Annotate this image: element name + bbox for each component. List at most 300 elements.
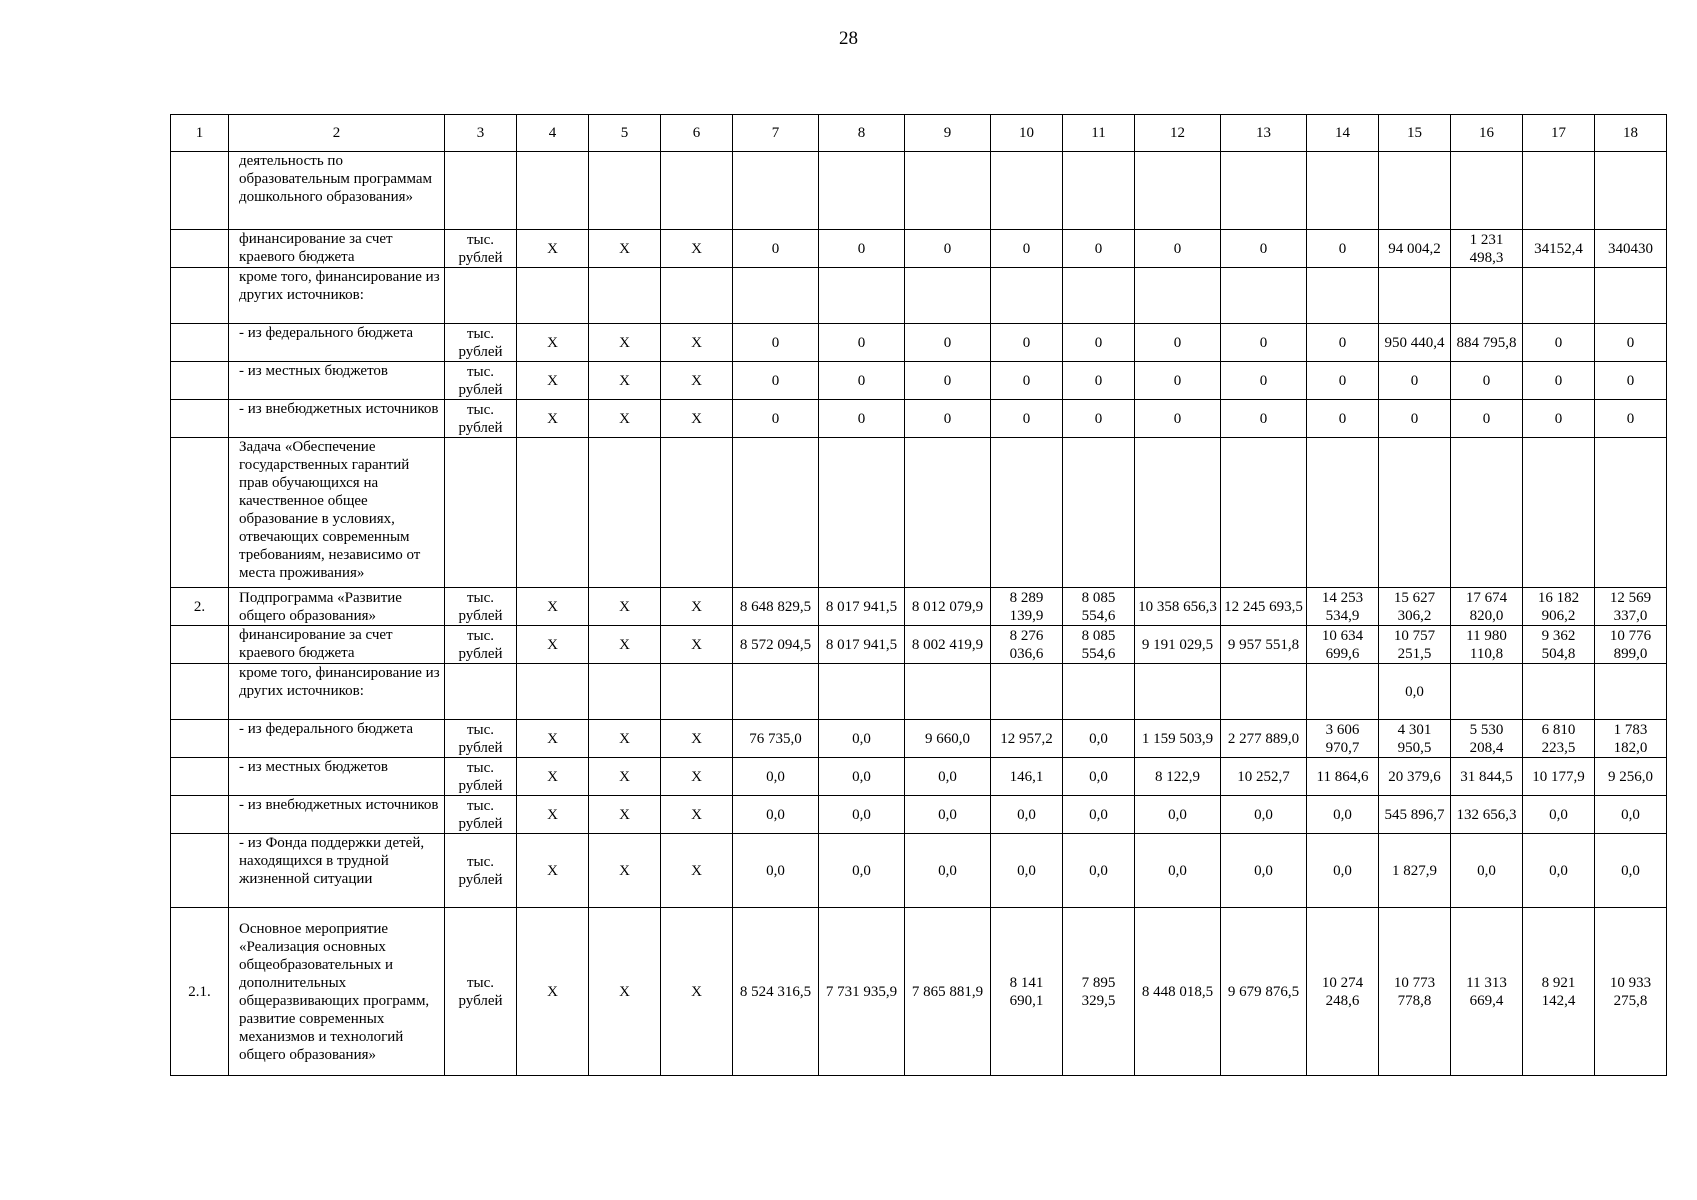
value-cell: 10 274 248,6	[1307, 908, 1379, 1076]
value-cell	[1307, 664, 1379, 720]
value-cell	[517, 152, 589, 230]
table-row	[171, 324, 1667, 362]
value-cell: 0,0	[819, 834, 905, 908]
value-cell: 545 896,7	[1379, 796, 1451, 834]
value-cell: 7 895 329,5	[1063, 908, 1135, 1076]
unit-cell: тыс. рублей	[445, 324, 517, 362]
value-cell: 9 679 876,5	[1221, 908, 1307, 1076]
row-number-cell	[171, 230, 229, 268]
column-header: 6	[661, 115, 733, 152]
value-cell: 8 017 941,5	[819, 626, 905, 664]
value-cell: 0,0	[733, 834, 819, 908]
value-cell	[1221, 438, 1307, 588]
value-cell: 34152,4	[1523, 230, 1595, 268]
value-cell: 0	[1135, 362, 1221, 400]
value-cell: 10 773 778,8	[1379, 908, 1451, 1076]
value-cell	[1523, 438, 1595, 588]
row-number-cell	[171, 834, 229, 908]
value-cell	[1221, 152, 1307, 230]
value-cell	[1451, 268, 1523, 324]
column-header: 8	[819, 115, 905, 152]
value-cell	[733, 664, 819, 720]
table-row	[171, 796, 1667, 834]
value-cell: 12 245 693,5	[1221, 588, 1307, 626]
row-number-cell	[171, 796, 229, 834]
value-cell	[517, 438, 589, 588]
value-cell	[1595, 268, 1667, 324]
unit-cell: тыс. рублей	[445, 588, 517, 626]
value-cell	[1307, 438, 1379, 588]
unit-cell: тыс. рублей	[445, 758, 517, 796]
row-label-cell: - из Фонда поддержки детей, находящихся в трудной жизненной ситуации	[229, 834, 445, 908]
value-cell	[991, 664, 1063, 720]
value-cell	[733, 438, 819, 588]
value-cell: 0	[1063, 230, 1135, 268]
value-cell	[819, 664, 905, 720]
value-cell: X	[589, 834, 661, 908]
value-cell: 5 530 208,4	[1451, 720, 1523, 758]
column-header: 10	[991, 115, 1063, 152]
value-cell: 0,0	[1221, 834, 1307, 908]
value-cell: 0,0	[991, 796, 1063, 834]
value-cell: 10 776 899,0	[1595, 626, 1667, 664]
value-cell: 2 277 889,0	[1221, 720, 1307, 758]
column-header: 4	[517, 115, 589, 152]
unit-cell: тыс. рублей	[445, 796, 517, 834]
value-cell: 12 957,2	[991, 720, 1063, 758]
row-label-cell: - из федерального бюджета	[229, 324, 445, 362]
value-cell: X	[589, 230, 661, 268]
row-label-cell: кроме того, финансирование из других источников:	[229, 268, 445, 324]
value-cell: 8 448 018,5	[1135, 908, 1221, 1076]
row-number-cell	[171, 268, 229, 324]
value-cell: 0	[1451, 362, 1523, 400]
value-cell	[661, 152, 733, 230]
value-cell: 0	[905, 362, 991, 400]
value-cell	[1221, 268, 1307, 324]
row-number-cell	[171, 400, 229, 438]
value-cell	[1595, 152, 1667, 230]
unit-cell: тыс. рублей	[445, 400, 517, 438]
value-cell: 8 276 036,6	[991, 626, 1063, 664]
column-header: 9	[905, 115, 991, 152]
value-cell: 0,0	[905, 796, 991, 834]
value-cell: 31 844,5	[1451, 758, 1523, 796]
value-cell: X	[589, 324, 661, 362]
table-row	[171, 362, 1667, 400]
column-header: 2	[229, 115, 445, 152]
value-cell: 76 735,0	[733, 720, 819, 758]
value-cell: 8 085 554,6	[1063, 588, 1135, 626]
value-cell: 0	[1307, 324, 1379, 362]
value-cell	[1523, 268, 1595, 324]
row-label-cell: Подпрограмма «Развитие общего образования»	[229, 588, 445, 626]
value-cell	[819, 268, 905, 324]
value-cell	[661, 664, 733, 720]
value-cell	[905, 152, 991, 230]
value-cell: 0	[1595, 400, 1667, 438]
value-cell: 0,0	[991, 834, 1063, 908]
value-cell: 950 440,4	[1379, 324, 1451, 362]
value-cell	[1063, 268, 1135, 324]
value-cell	[1523, 664, 1595, 720]
column-header: 15	[1379, 115, 1451, 152]
value-cell	[1451, 438, 1523, 588]
row-number-cell: 2.	[171, 588, 229, 626]
unit-cell: тыс. рублей	[445, 626, 517, 664]
value-cell: X	[517, 834, 589, 908]
value-cell: 0	[733, 324, 819, 362]
row-label-cell: - из внебюджетных источников	[229, 796, 445, 834]
value-cell	[1523, 152, 1595, 230]
table-row	[171, 626, 1667, 664]
value-cell	[589, 664, 661, 720]
value-cell: 0	[1451, 400, 1523, 438]
value-cell: X	[517, 720, 589, 758]
value-cell	[1063, 438, 1135, 588]
unit-cell: тыс. рублей	[445, 362, 517, 400]
value-cell: 0,0	[819, 796, 905, 834]
row-number-cell: 2.1.	[171, 908, 229, 1076]
value-cell: 9 362 504,8	[1523, 626, 1595, 664]
column-number-row	[171, 115, 1667, 152]
value-cell: 0	[1221, 400, 1307, 438]
table-row	[171, 268, 1667, 324]
value-cell: 8 572 094,5	[733, 626, 819, 664]
value-cell: 0,0	[1379, 664, 1451, 720]
value-cell: X	[589, 720, 661, 758]
value-cell: 0	[819, 362, 905, 400]
value-cell: 0	[991, 324, 1063, 362]
value-cell: X	[517, 626, 589, 664]
row-number-cell	[171, 362, 229, 400]
value-cell: 0	[819, 230, 905, 268]
value-cell: X	[661, 834, 733, 908]
value-cell	[589, 438, 661, 588]
value-cell: 12 569 337,0	[1595, 588, 1667, 626]
value-cell: 0	[1221, 362, 1307, 400]
table-row	[171, 758, 1667, 796]
value-cell: X	[661, 720, 733, 758]
value-cell: 0	[1307, 230, 1379, 268]
value-cell: X	[589, 796, 661, 834]
row-label-cell: финансирование за счет краевого бюджета	[229, 230, 445, 268]
unit-cell	[445, 268, 517, 324]
value-cell: 0	[1135, 230, 1221, 268]
value-cell	[1595, 664, 1667, 720]
value-cell: 9 256,0	[1595, 758, 1667, 796]
value-cell: 0,0	[733, 758, 819, 796]
row-label-cell: деятельность по образовательным программам дошкольного образования»	[229, 152, 445, 230]
row-number-cell	[171, 324, 229, 362]
value-cell: X	[517, 796, 589, 834]
value-cell: 0	[1063, 400, 1135, 438]
row-label-cell: Задача «Обеспечение государственных гарантий прав обучающихся на качественное общее образование в условиях, отвечающих современным требованиям, независимо от места проживания»	[229, 438, 445, 588]
value-cell: 3 606 970,7	[1307, 720, 1379, 758]
value-cell: X	[517, 758, 589, 796]
table-row	[171, 720, 1667, 758]
value-cell	[991, 152, 1063, 230]
column-header: 12	[1135, 115, 1221, 152]
value-cell: X	[589, 758, 661, 796]
value-cell: 0,0	[733, 796, 819, 834]
value-cell: 10 757 251,5	[1379, 626, 1451, 664]
value-cell	[661, 438, 733, 588]
value-cell: 0	[1307, 400, 1379, 438]
value-cell	[1063, 664, 1135, 720]
value-cell: 10 252,7	[1221, 758, 1307, 796]
value-cell	[589, 152, 661, 230]
value-cell: 0	[1379, 362, 1451, 400]
value-cell: 8 921 142,4	[1523, 908, 1595, 1076]
value-cell: 8 122,9	[1135, 758, 1221, 796]
unit-cell	[445, 152, 517, 230]
value-cell: 0	[819, 400, 905, 438]
value-cell: 16 182 906,2	[1523, 588, 1595, 626]
table-row	[171, 230, 1667, 268]
value-cell: X	[517, 588, 589, 626]
column-header: 16	[1451, 115, 1523, 152]
value-cell: 0	[1063, 362, 1135, 400]
value-cell	[1595, 438, 1667, 588]
value-cell: 0	[905, 230, 991, 268]
value-cell: 8 648 829,5	[733, 588, 819, 626]
value-cell: 9 191 029,5	[1135, 626, 1221, 664]
value-cell: 8 017 941,5	[819, 588, 905, 626]
value-cell: 0,0	[905, 834, 991, 908]
value-cell	[1451, 152, 1523, 230]
value-cell	[661, 268, 733, 324]
value-cell: 8 289 139,9	[991, 588, 1063, 626]
value-cell: X	[661, 758, 733, 796]
value-cell	[517, 664, 589, 720]
value-cell: X	[661, 626, 733, 664]
row-label-cell: - из внебюджетных источников	[229, 400, 445, 438]
value-cell: 0	[1135, 400, 1221, 438]
value-cell: X	[589, 626, 661, 664]
value-cell	[905, 438, 991, 588]
value-cell: 0,0	[1451, 834, 1523, 908]
value-cell: X	[517, 362, 589, 400]
value-cell: 8 524 316,5	[733, 908, 819, 1076]
value-cell: X	[589, 908, 661, 1076]
value-cell	[1135, 664, 1221, 720]
value-cell	[819, 152, 905, 230]
row-label-cell: - из местных бюджетов	[229, 758, 445, 796]
value-cell	[517, 268, 589, 324]
row-number-cell	[171, 720, 229, 758]
unit-cell	[445, 664, 517, 720]
value-cell: 0,0	[1595, 834, 1667, 908]
value-cell	[1379, 438, 1451, 588]
value-cell: 11 864,6	[1307, 758, 1379, 796]
value-cell: 10 177,9	[1523, 758, 1595, 796]
page-number: 28	[839, 28, 858, 49]
value-cell: 0	[991, 362, 1063, 400]
value-cell: 4 301 950,5	[1379, 720, 1451, 758]
unit-cell: тыс. рублей	[445, 834, 517, 908]
value-cell	[1307, 268, 1379, 324]
value-cell: X	[661, 400, 733, 438]
value-cell	[1307, 152, 1379, 230]
value-cell: X	[661, 230, 733, 268]
value-cell: X	[517, 400, 589, 438]
unit-cell: тыс. рублей	[445, 908, 517, 1076]
value-cell: 8 012 079,9	[905, 588, 991, 626]
unit-cell: тыс. рублей	[445, 720, 517, 758]
value-cell: X	[589, 588, 661, 626]
value-cell	[1379, 268, 1451, 324]
value-cell	[1221, 664, 1307, 720]
value-cell: 0,0	[1221, 796, 1307, 834]
value-cell: 7 731 935,9	[819, 908, 905, 1076]
value-cell: 0,0	[819, 720, 905, 758]
value-cell: 0	[905, 400, 991, 438]
value-cell	[905, 268, 991, 324]
value-cell: 1 231 498,3	[1451, 230, 1523, 268]
value-cell: X	[661, 588, 733, 626]
row-number-cell	[171, 152, 229, 230]
value-cell: 0	[819, 324, 905, 362]
row-number-cell	[171, 626, 229, 664]
value-cell: 0,0	[1135, 796, 1221, 834]
value-cell: 0,0	[1063, 758, 1135, 796]
value-cell: 0,0	[819, 758, 905, 796]
row-number-cell	[171, 664, 229, 720]
value-cell: 0	[1221, 324, 1307, 362]
row-label-cell: Основное мероприятие «Реализация основных общеобразовательных и дополнительных общеразвивающих программ, развитие современных механизмов и технологий общего образования»	[229, 908, 445, 1076]
value-cell: 14 253 534,9	[1307, 588, 1379, 626]
value-cell: X	[589, 362, 661, 400]
value-cell: 94 004,2	[1379, 230, 1451, 268]
table-row	[171, 908, 1667, 1076]
column-header: 1	[171, 115, 229, 152]
row-label-cell: - из местных бюджетов	[229, 362, 445, 400]
value-cell: X	[661, 796, 733, 834]
column-header: 3	[445, 115, 517, 152]
value-cell	[733, 152, 819, 230]
table-row	[171, 152, 1667, 230]
value-cell: 0	[991, 230, 1063, 268]
value-cell	[733, 268, 819, 324]
value-cell: 0	[1379, 400, 1451, 438]
value-cell: 1 783 182,0	[1595, 720, 1667, 758]
row-number-cell	[171, 438, 229, 588]
value-cell: 11 980 110,8	[1451, 626, 1523, 664]
value-cell: 8 141 690,1	[991, 908, 1063, 1076]
value-cell: 0	[733, 230, 819, 268]
table-row	[171, 588, 1667, 626]
unit-cell	[445, 438, 517, 588]
value-cell	[819, 438, 905, 588]
value-cell: 0	[905, 324, 991, 362]
column-header: 14	[1307, 115, 1379, 152]
column-header: 17	[1523, 115, 1595, 152]
value-cell: 8 085 554,6	[1063, 626, 1135, 664]
value-cell: 0	[1135, 324, 1221, 362]
value-cell: 10 634 699,6	[1307, 626, 1379, 664]
column-header: 18	[1595, 115, 1667, 152]
value-cell: 0,0	[905, 758, 991, 796]
value-cell: 8 002 419,9	[905, 626, 991, 664]
value-cell	[589, 268, 661, 324]
unit-cell: тыс. рублей	[445, 230, 517, 268]
column-header: 5	[589, 115, 661, 152]
value-cell	[1135, 152, 1221, 230]
value-cell: 20 379,6	[1379, 758, 1451, 796]
table-row	[171, 664, 1667, 720]
value-cell	[1063, 152, 1135, 230]
row-label-cell: - из федерального бюджета	[229, 720, 445, 758]
table-row	[171, 438, 1667, 588]
value-cell: 0,0	[1595, 796, 1667, 834]
value-cell: 9 957 551,8	[1221, 626, 1307, 664]
value-cell: 1 827,9	[1379, 834, 1451, 908]
value-cell: X	[661, 362, 733, 400]
value-cell: 15 627 306,2	[1379, 588, 1451, 626]
value-cell: 1 159 503,9	[1135, 720, 1221, 758]
value-cell	[991, 438, 1063, 588]
value-cell: 0	[1523, 324, 1595, 362]
value-cell: 0,0	[1063, 796, 1135, 834]
value-cell: X	[517, 324, 589, 362]
value-cell: 146,1	[991, 758, 1063, 796]
value-cell	[1379, 152, 1451, 230]
table-row	[171, 400, 1667, 438]
row-number-cell	[171, 758, 229, 796]
row-label-cell: финансирование за счет краевого бюджета	[229, 626, 445, 664]
value-cell: 0	[1595, 362, 1667, 400]
value-cell: 0	[1063, 324, 1135, 362]
budget-table	[170, 114, 1667, 1076]
value-cell: 0	[1523, 400, 1595, 438]
value-cell: 0	[733, 362, 819, 400]
value-cell: 17 674 820,0	[1451, 588, 1523, 626]
value-cell: 340430	[1595, 230, 1667, 268]
value-cell: 0	[1595, 324, 1667, 362]
value-cell: 0,0	[1307, 834, 1379, 908]
value-cell: 0,0	[1523, 796, 1595, 834]
column-header: 7	[733, 115, 819, 152]
value-cell: 0,0	[1135, 834, 1221, 908]
value-cell: 7 865 881,9	[905, 908, 991, 1076]
value-cell	[1135, 268, 1221, 324]
column-header: 13	[1221, 115, 1307, 152]
value-cell: 0	[733, 400, 819, 438]
value-cell: 10 358 656,3	[1135, 588, 1221, 626]
value-cell: 0,0	[1063, 720, 1135, 758]
value-cell: X	[661, 324, 733, 362]
value-cell	[1135, 438, 1221, 588]
value-cell: 0	[1221, 230, 1307, 268]
value-cell: 0	[1307, 362, 1379, 400]
value-cell: 0,0	[1307, 796, 1379, 834]
value-cell: 9 660,0	[905, 720, 991, 758]
value-cell: 0,0	[1063, 834, 1135, 908]
value-cell: X	[517, 908, 589, 1076]
value-cell: 884 795,8	[1451, 324, 1523, 362]
column-header: 11	[1063, 115, 1135, 152]
value-cell	[991, 268, 1063, 324]
value-cell: 6 810 223,5	[1523, 720, 1595, 758]
value-cell: 10 933 275,8	[1595, 908, 1667, 1076]
table-row	[171, 834, 1667, 908]
value-cell: X	[589, 400, 661, 438]
value-cell: 132 656,3	[1451, 796, 1523, 834]
value-cell: X	[661, 908, 733, 1076]
row-label-cell: кроме того, финансирование из других источников:	[229, 664, 445, 720]
value-cell	[1451, 664, 1523, 720]
